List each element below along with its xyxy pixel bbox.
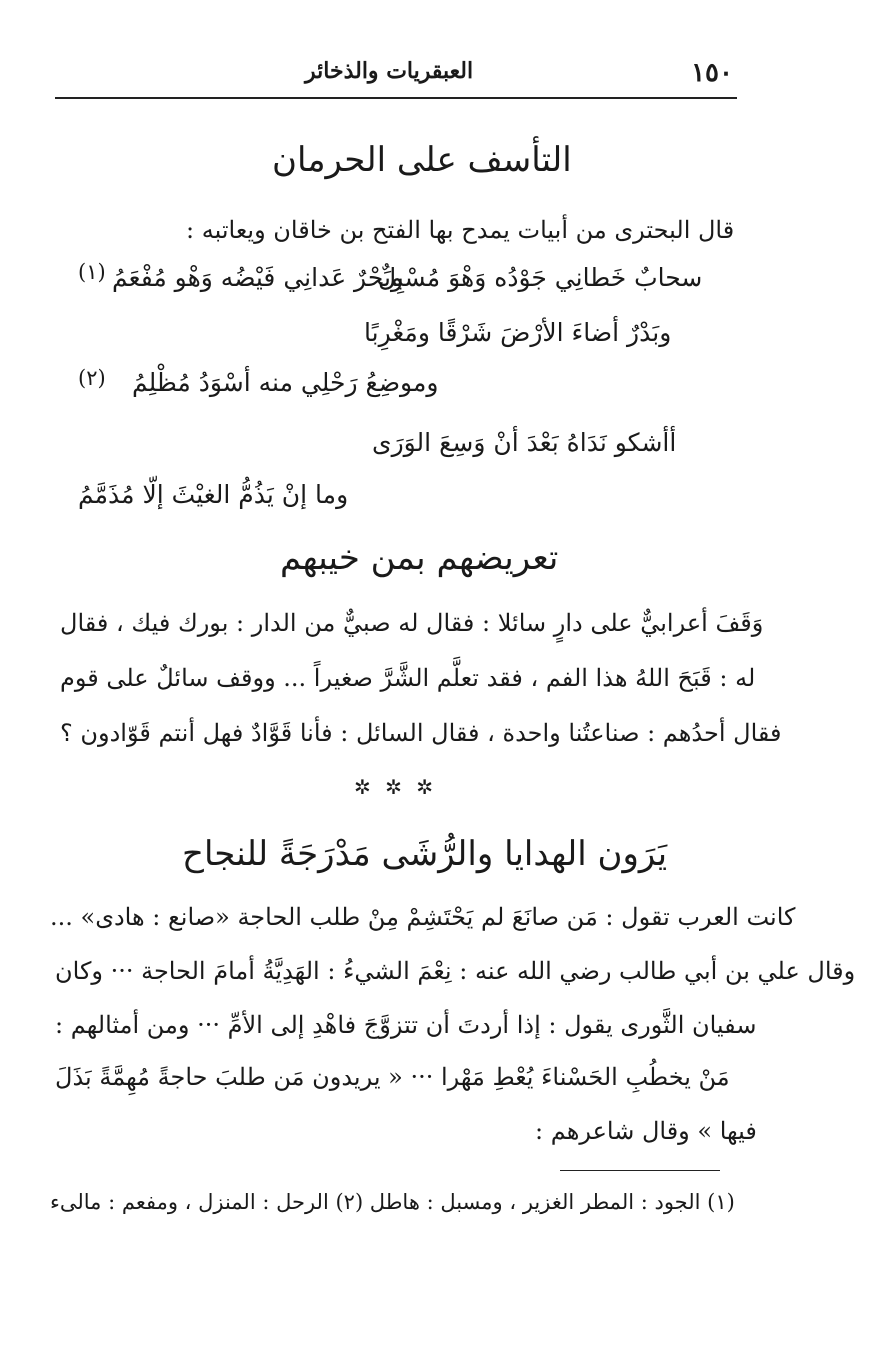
section-title-1: التأسف على الحرمان (272, 140, 572, 180)
verse-3-first-hemistich: أأشكو نَدَاهُ بَعْدَ أنْ وَسِعَ الوَرَى (372, 428, 677, 457)
section-3-line-1: كانت العرب تقول : مَن صانَعَ لم يَحْتَشِمْ مِنْ طلب الحاجة «صانع : هادى» ... (50, 903, 796, 931)
section-1-intro: قال البحترى من أبيات يمدح بها الفتح بن خاقان ويعاتبه : (186, 216, 735, 244)
section-separator-stars: ✲ ✲ ✲ (354, 775, 437, 799)
verse-3-second-hemistich: وما إنْ يَذُمُّ الغيْثَ إلّا مُذَمَّمُ (78, 480, 349, 509)
running-title: العبقريات والذخائر (305, 58, 474, 84)
section-3-line-4: مَنْ يخطُبِ الحَسْناءَ يُعْطِ مَهْرا ··· « يريدون مَن طلبَ حاجةً مُهِمَّةً بَذَلَ (55, 1063, 730, 1091)
section-2-line-1: وَقَفَ أعرابيٌّ على دارٍ سائلا : فقال له صبيٌّ من الدار : بورك فيك ، فقال (60, 609, 764, 637)
section-3-line-3: سفيان الثَّورى يقول : إذا أردتَ أن تتزوَّجَ فاهْدِ إلى الأمِّ ··· ومن أمثالهم : (55, 1011, 757, 1039)
verse-2-second-hemistich: وموضِعُ رَحْلِي منه أسْوَدُ مُظْلِمُ (132, 368, 439, 397)
section-title-3: يَرَون الهدايا والرُّشَى مَدْرَجَةً للنجاح (182, 834, 668, 874)
section-title-2: تعريضهم بمن خيبهم (280, 538, 559, 578)
page-number: ١٥٠ (691, 58, 733, 88)
section-2-line-2: له : قَبَحَ اللهُ هذا الفم ، فقد تعلَّم الشَّرَّ صغيراً ... ووقف سائلٌ على قوم (60, 664, 756, 692)
verse-1-second-hemistich: وبَحْرٌ عَدانِي فَيْضُه وَهْو مُفْعَمُ (112, 263, 404, 292)
verse-2-first-hemistich: وبَدْرٌ أضاءَ الأرْضَ شَرْقًا ومَغْرِبًا (364, 318, 672, 347)
footnote-divider (560, 1170, 720, 1171)
verse-1-first-hemistich: سحابٌ خَطانِي جَوْدُه وَهْوَ مُسْبِلٌ (378, 263, 703, 292)
note-mark-2: (٢) (78, 366, 106, 390)
section-3-line-5: فيها » وقال شاعرهم : (535, 1117, 757, 1145)
header-divider (55, 97, 737, 99)
note-mark-1: (١) (78, 260, 106, 284)
section-3-line-2: وقال علي بن أبي طالب رضي الله عنه : نِعْمَ الشيءُ : الهَدِيَّةُ أمامَ الحاجة ··· وكان (55, 957, 856, 985)
footnote: (١) الجود : المطر الغزير ، ومسبل : هاطل (٢) الرحل : المنزل ، ومفعم : مالىء (50, 1190, 735, 1214)
section-2-line-3: فقال أحدُهم : صناعتُنا واحدة ، فقال السائل : فأنا قَوَّادٌ فهل أنتم قَوّادون ؟ (60, 719, 782, 747)
